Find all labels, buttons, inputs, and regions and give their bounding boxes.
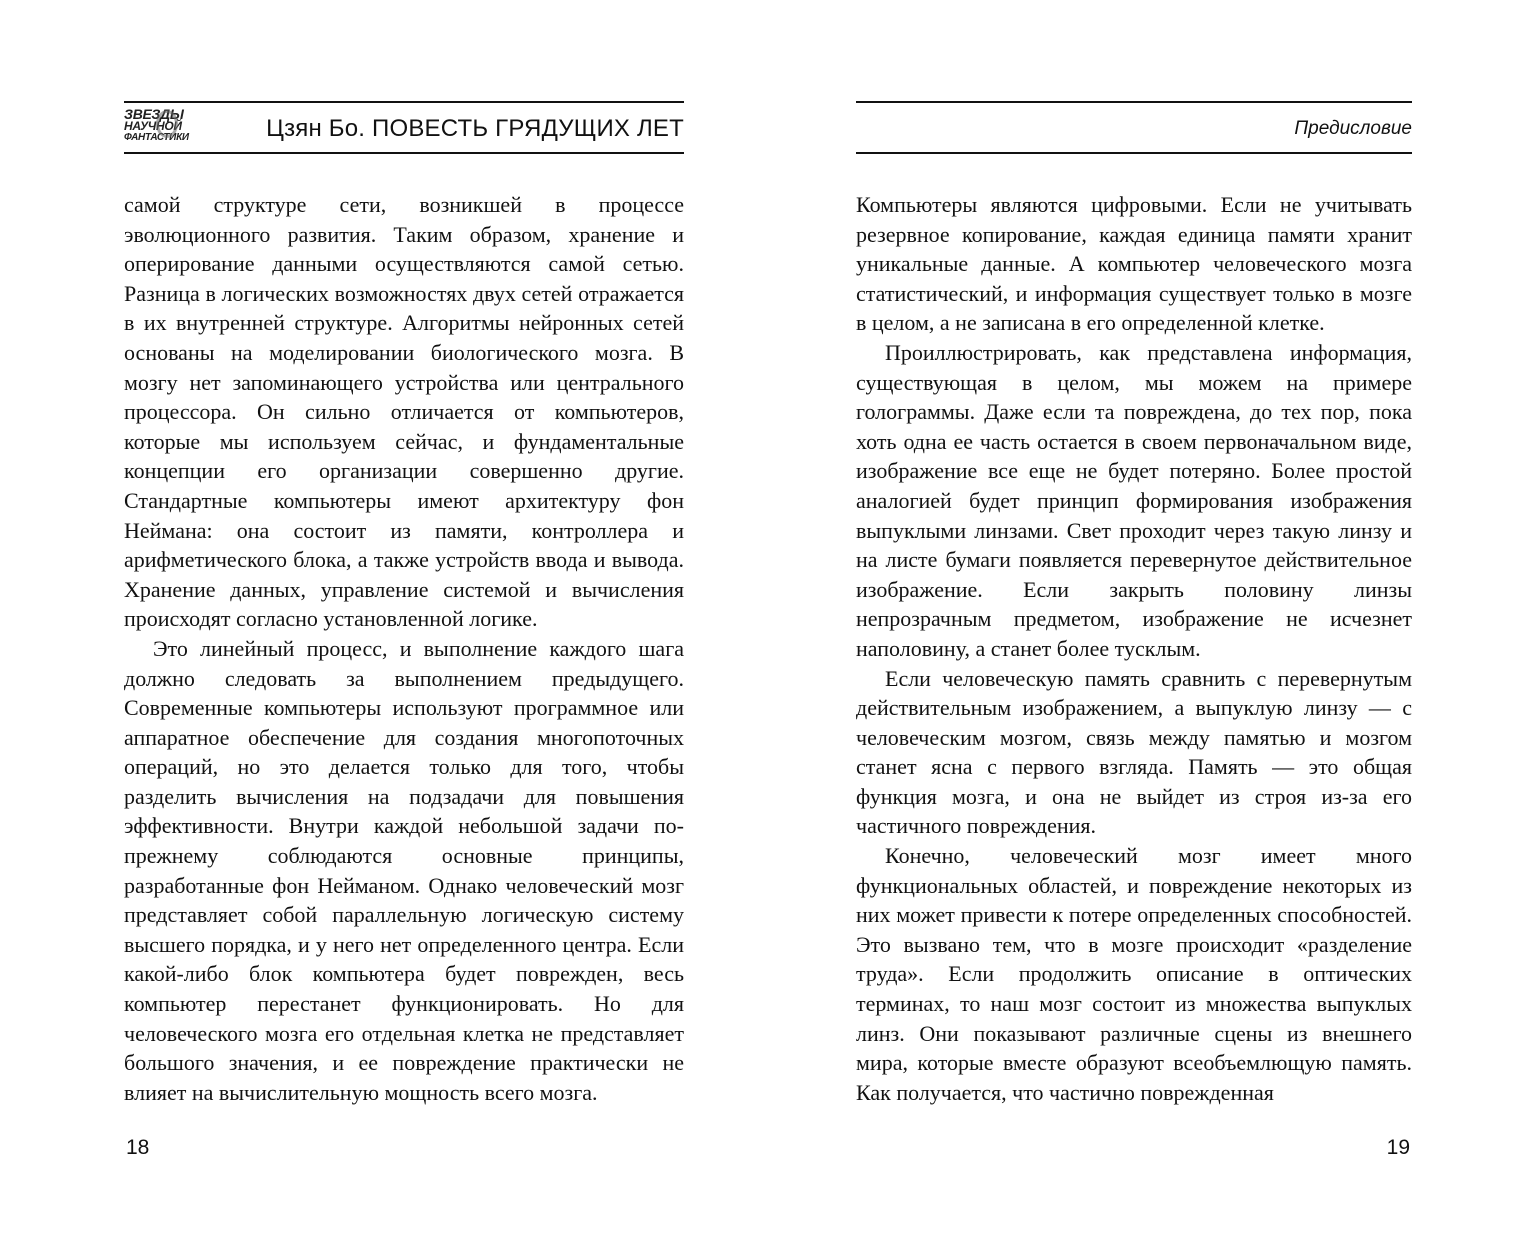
running-head-right: Предисловие xyxy=(1294,118,1412,139)
header-rule-top xyxy=(856,101,1412,103)
logo-line-1: ЗВЕЗДЫ xyxy=(124,106,184,122)
logo-line-2: НАУЧНОЙ xyxy=(124,119,182,133)
paragraph: Проиллюстрировать, как представлена информация, существующая в целом, мы можем на примере голограммы. Даже если та повреждена, до тех пор, пока хоть одна ее часть остается в своем первоначальном виде, изображение все еще не будет потеряно. Более простой аналогией будет принцип формирования изображения выпуклыми линзами. Свет проходит через такую линзу и на листе бумаги появляется перевернутое действительное изображение. Если закрыть половину линзы непрозрачным предметом, изображение не исчезнет наполовину, а станет более тусклым. xyxy=(856,339,1412,661)
header-rule-bottom xyxy=(124,152,684,154)
paragraph: Компьютеры являются цифровыми. Если не учитывать резервное копирование, каждая единица памяти хранит уникальные данные. А компьютер человеческого мозга статистический, и информация существует только в мозге в целом, а не записана в его определенной клетке. xyxy=(856,192,1412,336)
paragraph: Конечно, человеческий мозг имеет много функциональных областей, и повреждение некоторых из них может привести к потере определенных способностей. Это вызвано тем, что в мозге происходит «разделение труда». Если продолжить описание в оптических терминах, то наш мозг состоит из множества выпуклых линз. Они показывают различные сцены из внешнего мира, которые вместе образуют всеобъемлющую память. Как получается, что частично поврежденная xyxy=(856,843,1412,1105)
paragraph: Если человеческую память сравнить с перевернутым действительным изображением, а выпуклую линзу — с человеческим мозгом, связь между памятью и мозгом станет ясна с первого взгляда. Память — это общая функция мозга, и она не выйдет из строя из-за его частичного повреждения. xyxy=(856,665,1412,839)
logo-line-3: ФАНТАСТИКИ xyxy=(124,132,189,143)
series-logo xyxy=(124,108,208,148)
header-rule-bottom xyxy=(856,152,1412,154)
paragraph: Это линейный процесс, и выполнение каждого шага должно следовать за выполнением предыдущего. Современные компьютеры используют программное или аппаратное обеспечение для создания многопоточных операций, но это делается только для того, чтобы разделить вычисления на подзадачи для повышения эффективности. Внутри каждой небольшой задачи по-прежнему соблюдаются основные принципы, разработанные фон Нейманом. Однако человеческий мозг представляет собой параллельную логическую систему высшего порядка, и у него нет определенного центра. Если какой-либо блок компьютера будет поврежден, весь компьютер перестанет функционировать. Но для человеческого мозга его отдельная клетка не представляет большого значения, и ее повреждение практически не влияет на вычислительную мощность всего мозга. xyxy=(124,635,684,1105)
running-head-left: Цзян Бо. ПОВЕСТЬ ГРЯДУЩИХ ЛЕТ xyxy=(266,115,684,142)
paragraph: самой структуре сети, возникшей в процессе эволюционного развития. Таким образом, хранение и оперирование данными осуществляются самой сетью. Разница в логических возможностях двух сетей отражается в их внутренней структуре. Алгоритмы нейронных сетей основаны на моделировании биологического мозга. В мозгу нет запоминающего устройства или центрального процессора. Он сильно отличается от компьютеров, которые мы используем сейчас, и фундаментальные концепции его организации совершенно другие. Стандартные компьютеры имеют архитектуру фон Неймана: она состоит из памяти, контроллера и арифметического блока, а также устройств ввода и вывода. Хранение данных, управление системой и вычисления происходят согласно установленной логике. xyxy=(124,192,684,632)
left-body-text xyxy=(124,190,684,1107)
page-number-right: 19 xyxy=(1386,1136,1410,1159)
logo-mark-icon xyxy=(156,110,178,138)
header-rule-top xyxy=(124,101,684,103)
right-body-text xyxy=(856,190,1412,1107)
page-number-left: 18 xyxy=(126,1136,150,1159)
